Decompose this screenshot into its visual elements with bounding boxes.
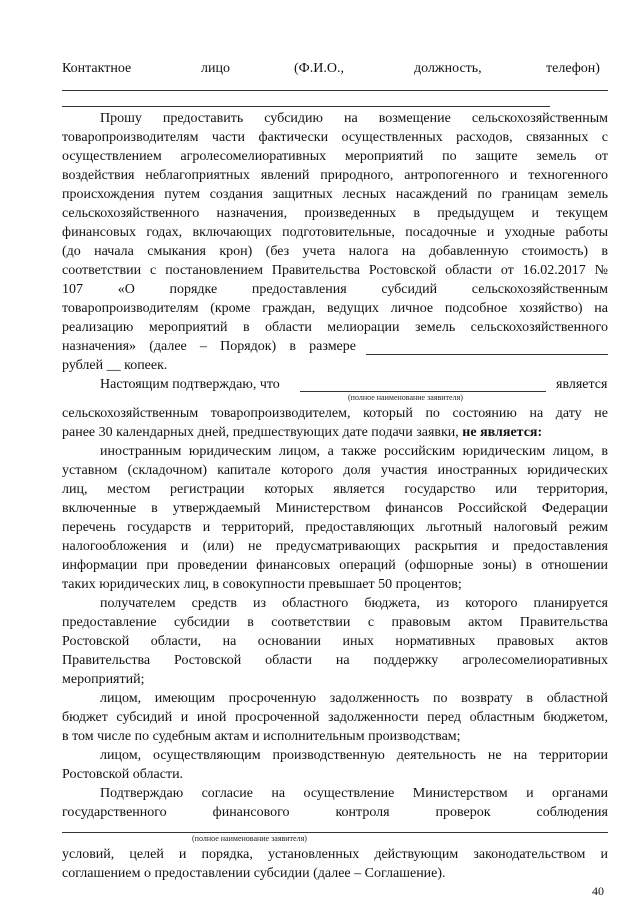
request-line-amount: назначения» (далее – Порядок) в размере <box>62 339 356 354</box>
request-line: Прошу предоставить субсидию на возмещение сельскохозяйственным <box>100 111 608 126</box>
confirm-line-3 <box>62 424 608 441</box>
confirm-start: Настоящим подтверждаю, что <box>100 377 280 392</box>
contact-label-4: должность, <box>414 61 482 76</box>
debt-line: бюджет субсидий и иной просроченной задолженности перед областным бюджетом, <box>62 710 608 725</box>
foreign-line: включенные в утверждаемый Министерством финансов Российской Федерации <box>62 501 608 516</box>
foreign-line: информации при проведении финансовых операций (офшорные зоны) в отношении <box>62 558 608 573</box>
foreign-line: перечень государств и территорий, предоставляющих льготный налоговый режим <box>62 520 608 535</box>
request-line: осуществлением агролесомелиоративных мероприятий по защите земель от <box>62 149 608 164</box>
foreign-line: уставном (складочном) капитале которого доля участия иностранных юридических <box>62 463 608 478</box>
request-line: (до начала смыкания крон) (без учета налога на добавленную стоимость) в <box>62 244 608 259</box>
request-line: соответствии с постановлением Правительства Ростовской области от 16.02.2017 № <box>62 263 608 278</box>
request-line: финансовых годах, включающих подготовительные, посадочные и уходные работы <box>62 225 608 240</box>
contact-label-5: телефон) <box>546 61 600 76</box>
foreign-line: налогообложения и (или) не предусматривающих раскрытия и предоставления <box>62 539 608 554</box>
applicant-name-line <box>300 391 546 392</box>
agree-line: государственного финансового контроля проверок соблюдения <box>62 805 608 820</box>
recipient-line: Правительства Ростовской области на поддержку агролесомелиоративных <box>62 653 608 668</box>
contact-fill-line-2 <box>62 106 550 107</box>
outside-line: лицом, осуществляющим производственную деятельность не на территории <box>100 748 608 763</box>
debt-line-last: в том числе по судебным актам и исполнительным производствам; <box>62 729 461 744</box>
request-line: сельскохозяйственного назначения, произведенных в предыдущем и текущем <box>62 206 608 221</box>
request-line: товаропроизводителям (кроме граждан, ведущих личное подсобное хозяйство) на <box>62 301 608 316</box>
final-line: условий, целей и порядка, установленных действующим законодательством и <box>62 847 608 862</box>
confirm-line-3-bold: не является: <box>462 425 543 440</box>
confirm-line-3-text: ранее 30 календарных дней, предшествующих дате подачи заявки, <box>62 425 459 440</box>
foreign-line: иностранным юридическим лицом, а также российским юридическим лицом, в <box>100 444 608 459</box>
contact-label-2: лицо <box>201 61 230 76</box>
request-line: 107 «О порядке предоставления субсидий сельскохозяйственным <box>62 282 608 297</box>
request-line: товаропроизводителям части фактически осуществленных расходов, связанных с <box>62 130 608 145</box>
applicant-name-caption-2: (полное наименование заявителя) <box>192 834 307 843</box>
page-number: 40 <box>592 884 604 898</box>
debt-line: лицом, имеющим просроченную задолженность по возврату в областной <box>100 691 608 706</box>
request-line: воздействия неблагоприятных явлений природного, антропогенного и техногенного <box>62 168 608 183</box>
recipient-line-last: мероприятий; <box>62 672 145 687</box>
contact-label-1: Контактное <box>62 61 132 76</box>
foreign-line-last: таких юридических лиц, в совокупности превышает 50 процентов; <box>62 577 462 592</box>
request-line: происхождения путем создания защитных лесных насаждений по границам земель <box>62 187 608 202</box>
agree-line: Подтверждаю согласие на осуществление Министерством и органами <box>100 786 608 801</box>
final-line-last: соглашением о предоставлении субсидии (далее – Соглашение). <box>62 866 446 881</box>
foreign-line: лиц, местом регистрации которых является государство или территория, <box>62 482 608 497</box>
applicant-name-caption: (полное наименование заявителя) <box>348 393 463 402</box>
confirm-end: является <box>556 377 608 392</box>
contact-fill-line-1 <box>62 90 608 91</box>
confirm-line-2: сельскохозяйственным товаропроизводителем, который по состоянию на дату не <box>62 406 608 421</box>
applicant-name-line-2 <box>62 832 608 833</box>
request-line: реализацию мероприятий в области мелиорации земель сельскохозяйственного <box>62 320 608 335</box>
recipient-line: предоставление субсидии в соответствии с правовым актом Правительства <box>62 615 608 630</box>
recipient-line: Ростовской области, на основании иных нормативных правовых актов <box>62 634 608 649</box>
amount-fill-line <box>366 354 608 355</box>
rubles-line: рублей __ копеек. <box>62 358 168 373</box>
outside-line-last: Ростовской области. <box>62 767 184 782</box>
contact-label-3: (Ф.И.О., <box>294 61 344 76</box>
recipient-line: получателем средств из областного бюджета, из которого планируется <box>100 596 608 611</box>
